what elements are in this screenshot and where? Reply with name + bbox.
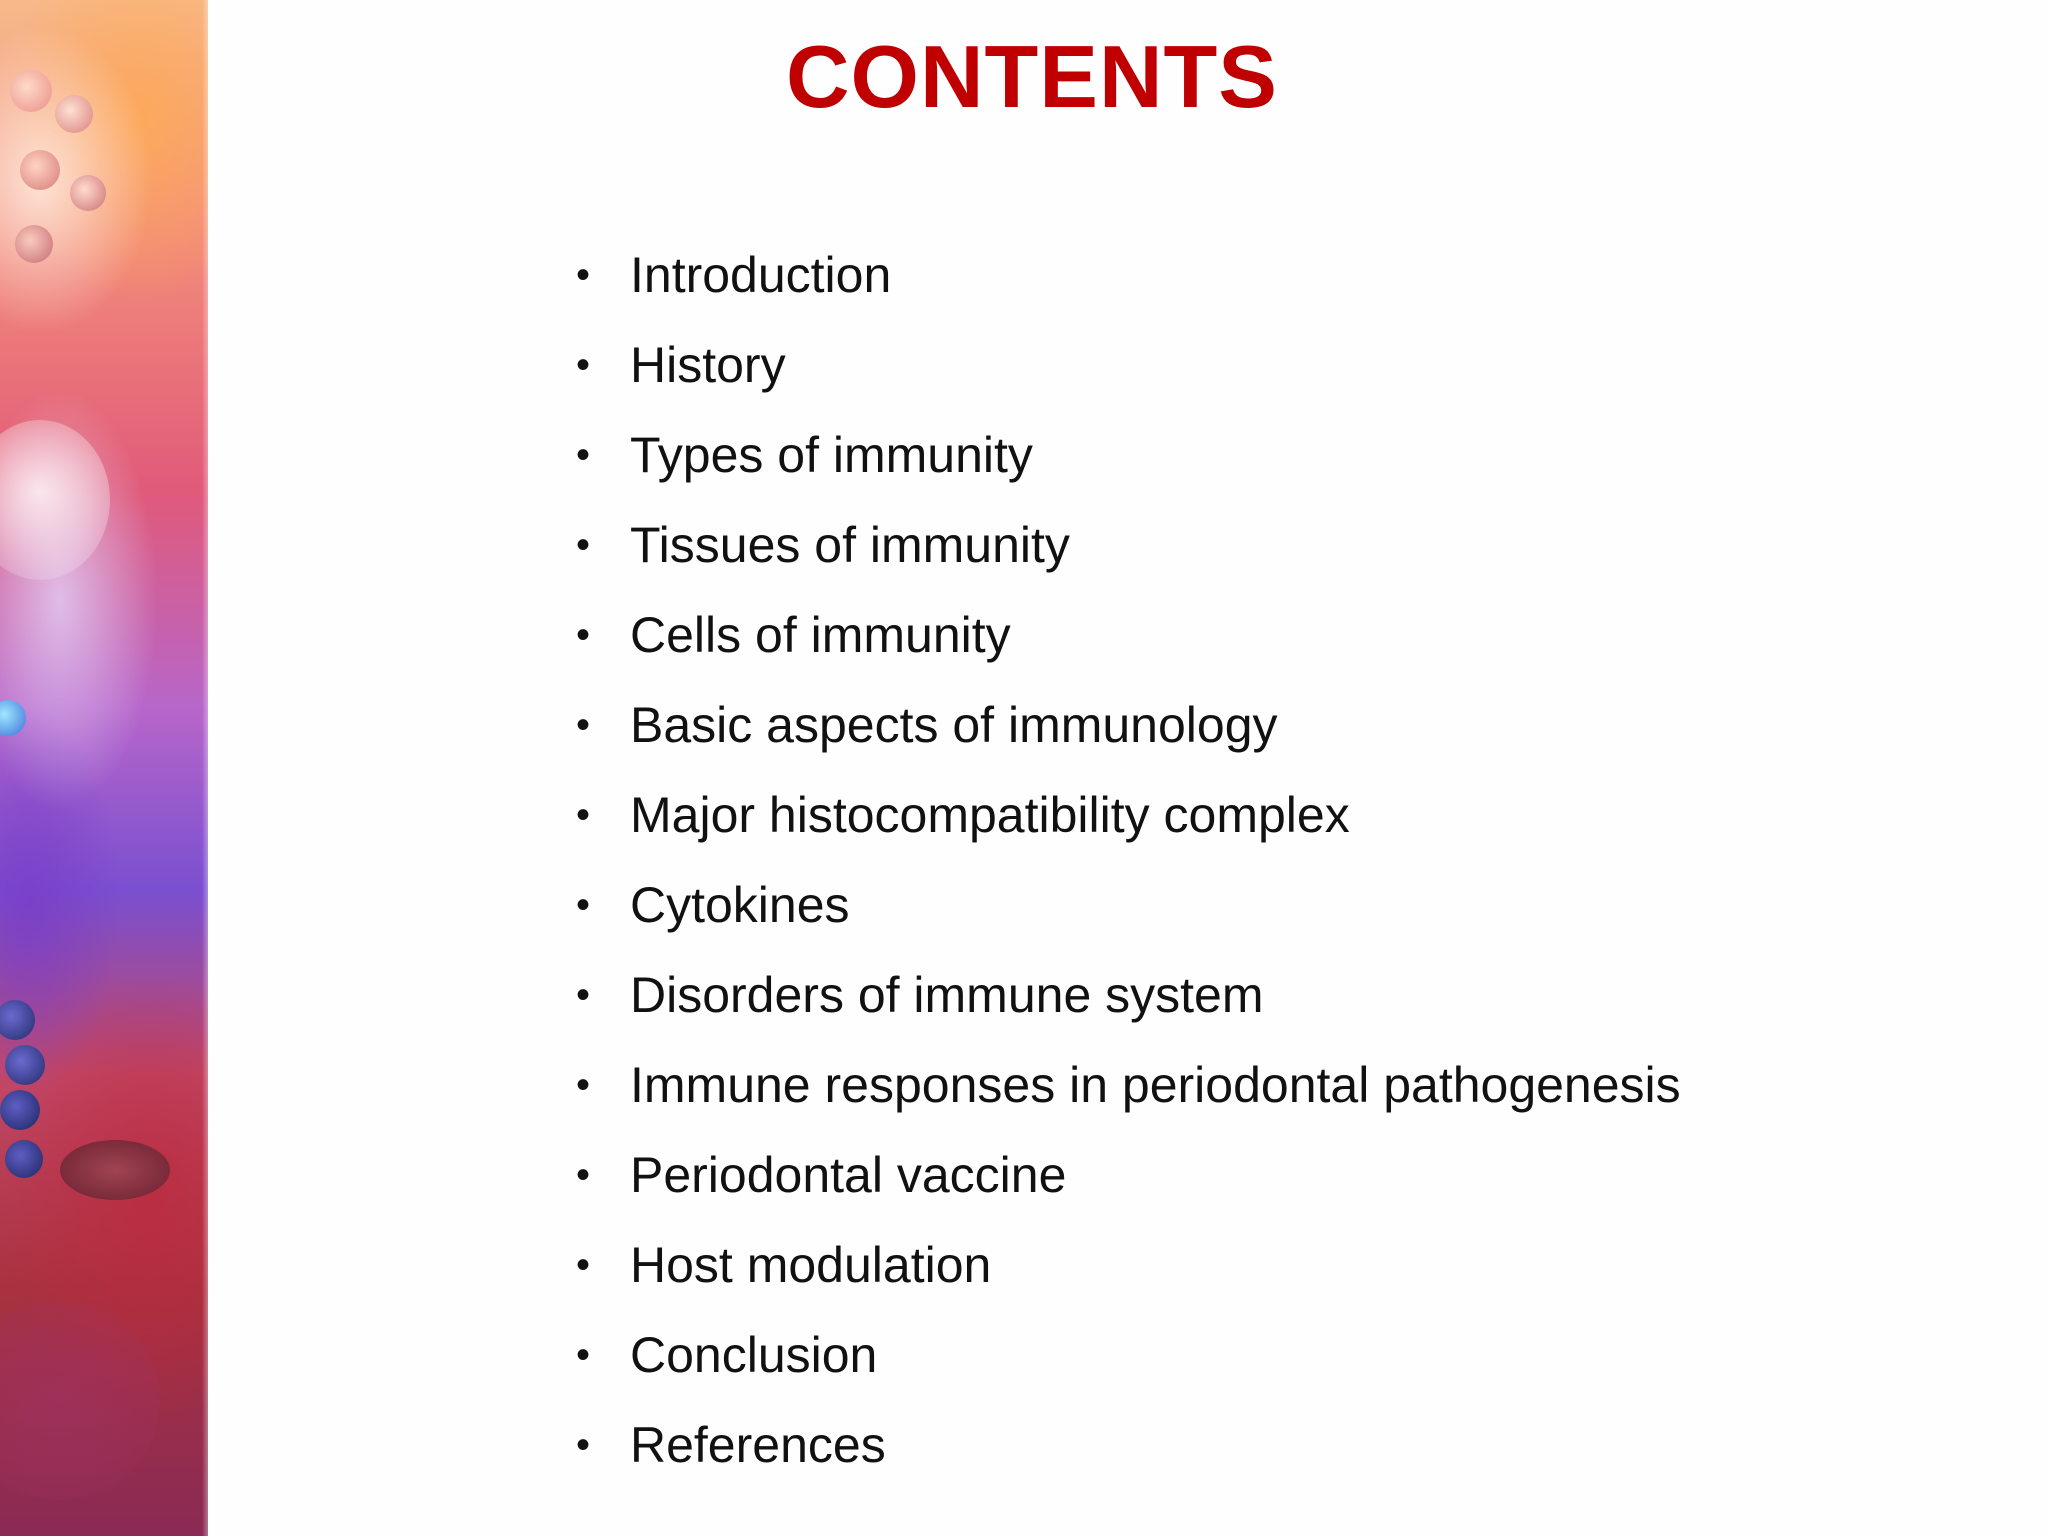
list-item — [576, 1040, 1681, 1130]
bullet-icon: • — [576, 973, 591, 1017]
list-item-text: Immune responses in periodontal pathogenesis — [630, 1057, 1681, 1113]
list-item-text: Types of immunity — [630, 427, 1033, 483]
cell-blob — [5, 1045, 45, 1085]
cell-blob — [15, 225, 53, 263]
list-item-text: Periodontal vaccine — [630, 1147, 1067, 1203]
list-item — [576, 500, 1681, 590]
bullet-icon: • — [576, 1333, 591, 1377]
bullet-icon: • — [576, 883, 591, 927]
cell-blob — [0, 1300, 160, 1500]
list-item — [576, 770, 1681, 860]
list-item-text: Basic aspects of immunology — [630, 697, 1278, 753]
list-item-text: Major histocompatibility complex — [630, 787, 1350, 843]
cell-blob — [70, 175, 106, 211]
cell-blob — [55, 95, 93, 133]
list-item — [576, 320, 1681, 410]
list-item — [576, 590, 1681, 680]
cell-blob — [20, 150, 60, 190]
cell-blob — [0, 700, 26, 736]
image-edge — [202, 0, 208, 1536]
cell-blob — [0, 1000, 35, 1040]
list-item — [576, 950, 1681, 1040]
cell-blob — [60, 1140, 170, 1200]
list-item-text: Cytokines — [630, 877, 850, 933]
contents-list — [576, 230, 1681, 1490]
cell-blob — [5, 1140, 43, 1178]
bullet-icon: • — [576, 253, 591, 297]
bullet-icon: • — [576, 1063, 591, 1107]
list-item — [576, 1400, 1681, 1490]
bullet-icon: • — [576, 1423, 591, 1467]
bullet-icon: • — [576, 793, 591, 837]
list-item-text: Host modulation — [630, 1237, 992, 1293]
list-item — [576, 1220, 1681, 1310]
list-item — [576, 1130, 1681, 1220]
bullet-icon: • — [576, 1243, 591, 1287]
bullet-icon: • — [576, 613, 591, 657]
list-item — [576, 410, 1681, 500]
list-item — [576, 230, 1681, 320]
bullet-icon: • — [576, 1153, 591, 1197]
list-item-text: Introduction — [630, 247, 892, 303]
list-item-text: Tissues of immunity — [630, 517, 1070, 573]
immune-cells-side-image — [0, 0, 208, 1536]
list-item-text: Cells of immunity — [630, 607, 1011, 663]
cell-blob — [10, 70, 52, 112]
list-item-text: Conclusion — [630, 1327, 878, 1383]
bullet-icon: • — [576, 703, 591, 747]
slide-title: CONTENTS — [786, 27, 1278, 126]
list-item-text: Disorders of immune system — [630, 967, 1264, 1023]
list-item — [576, 860, 1681, 950]
list-item-text: References — [630, 1417, 886, 1473]
bullet-icon: • — [576, 523, 591, 567]
bullet-icon: • — [576, 433, 591, 477]
list-item — [576, 680, 1681, 770]
bullet-icon: • — [576, 343, 591, 387]
cell-blob — [0, 1090, 40, 1130]
list-item — [576, 1310, 1681, 1400]
list-item-text: History — [630, 337, 786, 393]
cell-blob — [0, 420, 110, 580]
